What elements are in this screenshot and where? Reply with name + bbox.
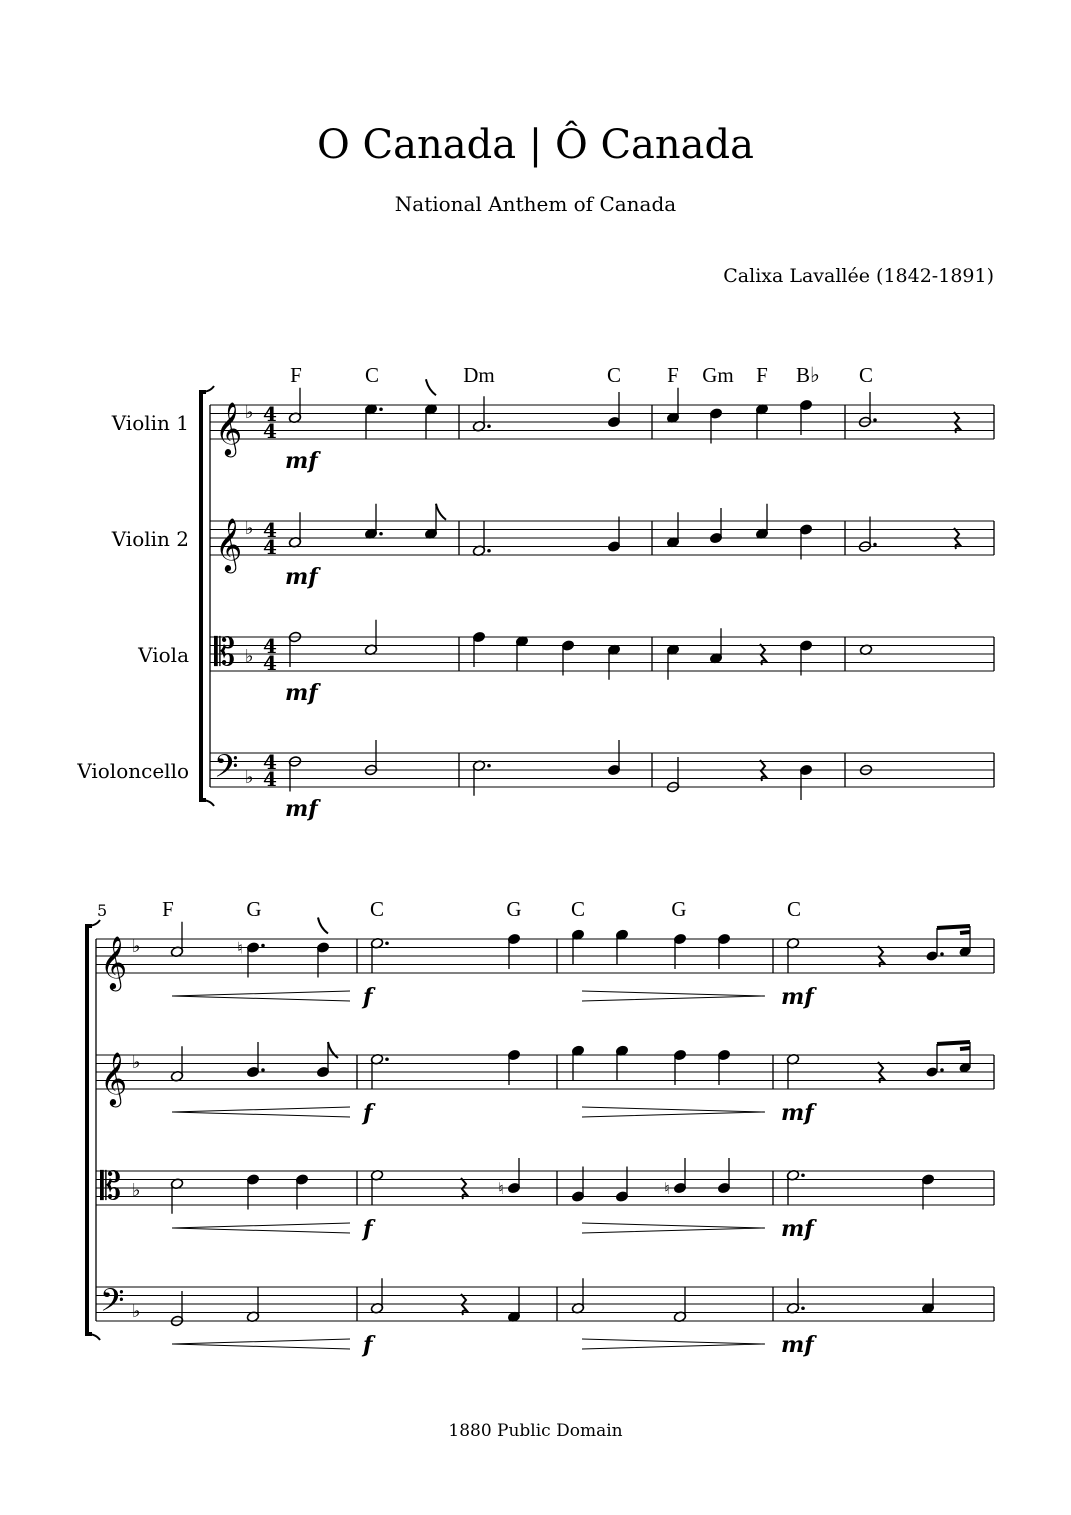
piece-title: O Canada | Ô Canada bbox=[317, 122, 754, 168]
alto-clef-icon: 𝄡 bbox=[100, 1164, 122, 1208]
system-2 bbox=[87, 920, 994, 1349]
dynamic-marking: mf bbox=[781, 1216, 814, 1242]
chord-symbol: C bbox=[570, 897, 586, 921]
dynamic-marking: f bbox=[363, 984, 373, 1010]
instrument-label: Viola bbox=[138, 643, 189, 667]
flat-icon: ♭ bbox=[245, 518, 254, 539]
note-flag bbox=[426, 379, 436, 395]
system-1 bbox=[201, 386, 994, 806]
augmentation-dot bbox=[487, 549, 491, 553]
chord-symbol: F bbox=[290, 363, 302, 387]
svg-text:4: 4 bbox=[263, 518, 277, 542]
svg-text:4: 4 bbox=[263, 535, 277, 559]
augmentation-dot bbox=[801, 1173, 805, 1177]
flat-icon: ♭ bbox=[245, 646, 254, 667]
chord-symbol: C bbox=[364, 363, 380, 387]
natural-icon: ♮ bbox=[498, 1179, 504, 1198]
instrument-label: Violin 2 bbox=[111, 527, 189, 551]
dynamic-marking: f bbox=[363, 1216, 373, 1242]
system-2-signatures bbox=[100, 935, 141, 1326]
chord-symbol: G bbox=[246, 897, 262, 921]
chord-symbol: F bbox=[162, 897, 174, 921]
flat-icon: ♭ bbox=[245, 402, 254, 423]
bass-clef-icon: 𝄢 bbox=[214, 748, 239, 792]
augmentation-dot bbox=[940, 952, 944, 956]
natural-icon: ♮ bbox=[664, 1179, 670, 1198]
chord-symbol: Gm bbox=[702, 363, 734, 387]
augmentation-dot bbox=[873, 543, 877, 547]
natural-icon: ♮ bbox=[237, 938, 243, 958]
augmentation-dot bbox=[385, 1057, 389, 1061]
augmentation-dot bbox=[379, 407, 383, 411]
chord-symbol: C bbox=[369, 897, 385, 921]
bass-clef-icon: 𝄢 bbox=[100, 1282, 125, 1326]
system-1-signatures bbox=[214, 401, 277, 792]
piece-subtitle: National Anthem of Canada bbox=[394, 192, 677, 216]
note-flag bbox=[328, 1042, 338, 1058]
augmentation-dot bbox=[261, 944, 265, 948]
dynamic-marking: f bbox=[363, 1100, 373, 1126]
dynamic-marking: mf bbox=[285, 448, 318, 474]
chord-symbol: B♭ bbox=[796, 363, 820, 387]
measure-number: 5 bbox=[97, 901, 108, 920]
flat-icon: ♭ bbox=[132, 1180, 141, 1201]
augmentation-dot bbox=[487, 424, 491, 428]
svg-text:4: 4 bbox=[263, 767, 277, 791]
treble-clef-icon: 𝄞 bbox=[215, 517, 243, 571]
flat-icon: ♭ bbox=[132, 1301, 141, 1322]
augmentation-dot bbox=[379, 532, 383, 536]
note-beam bbox=[960, 1048, 970, 1049]
augmentation-dot bbox=[940, 1068, 944, 1072]
note-flag bbox=[436, 504, 446, 520]
dynamic-marking: mf bbox=[781, 984, 814, 1010]
note-beam bbox=[937, 926, 970, 928]
note-beam bbox=[960, 932, 970, 933]
svg-text:4: 4 bbox=[263, 651, 277, 675]
flat-icon: ♭ bbox=[132, 936, 141, 957]
chord-symbol: G bbox=[671, 897, 687, 921]
chord-symbol: F bbox=[756, 363, 768, 387]
composer-credit: Calixa Lavallée (1842-1891) bbox=[723, 265, 994, 287]
treble-clef-icon: 𝄞 bbox=[100, 1051, 128, 1105]
treble-clef-icon: 𝄞 bbox=[215, 401, 243, 455]
chord-symbol: F bbox=[667, 363, 679, 387]
augmentation-dot bbox=[873, 418, 877, 422]
augmentation-dot bbox=[487, 764, 491, 768]
copyright-footer: 1880 Public Domain bbox=[448, 1421, 623, 1441]
svg-text:4: 4 bbox=[263, 634, 277, 658]
augmentation-dot bbox=[385, 941, 389, 945]
chord-symbol: C bbox=[606, 363, 622, 387]
chord-symbol: G bbox=[506, 897, 522, 921]
dynamic-marking: mf bbox=[781, 1100, 814, 1126]
dynamic-marking: f bbox=[363, 1332, 373, 1358]
chord-symbol: C bbox=[786, 897, 802, 921]
dynamic-marking: mf bbox=[285, 564, 318, 590]
svg-text:4: 4 bbox=[263, 419, 277, 443]
chord-symbol: C bbox=[858, 363, 874, 387]
dynamic-marking: mf bbox=[285, 796, 318, 822]
svg-text:4: 4 bbox=[263, 402, 277, 426]
augmentation-dot bbox=[801, 1306, 805, 1310]
note-flag bbox=[318, 918, 328, 934]
dynamic-marking: mf bbox=[781, 1332, 814, 1358]
flat-icon: ♭ bbox=[132, 1052, 141, 1073]
alto-clef-icon: 𝄡 bbox=[214, 630, 236, 674]
instrument-label: Violoncello bbox=[77, 759, 189, 783]
flat-icon: ♭ bbox=[245, 767, 254, 788]
note-beam bbox=[937, 1042, 970, 1044]
chord-symbol: Dm bbox=[463, 363, 495, 387]
svg-text:4: 4 bbox=[263, 750, 277, 774]
dynamic-marking: mf bbox=[285, 680, 318, 706]
augmentation-dot bbox=[261, 1068, 265, 1072]
treble-clef-icon: 𝄞 bbox=[100, 935, 128, 989]
instrument-label: Violin 1 bbox=[111, 411, 189, 435]
